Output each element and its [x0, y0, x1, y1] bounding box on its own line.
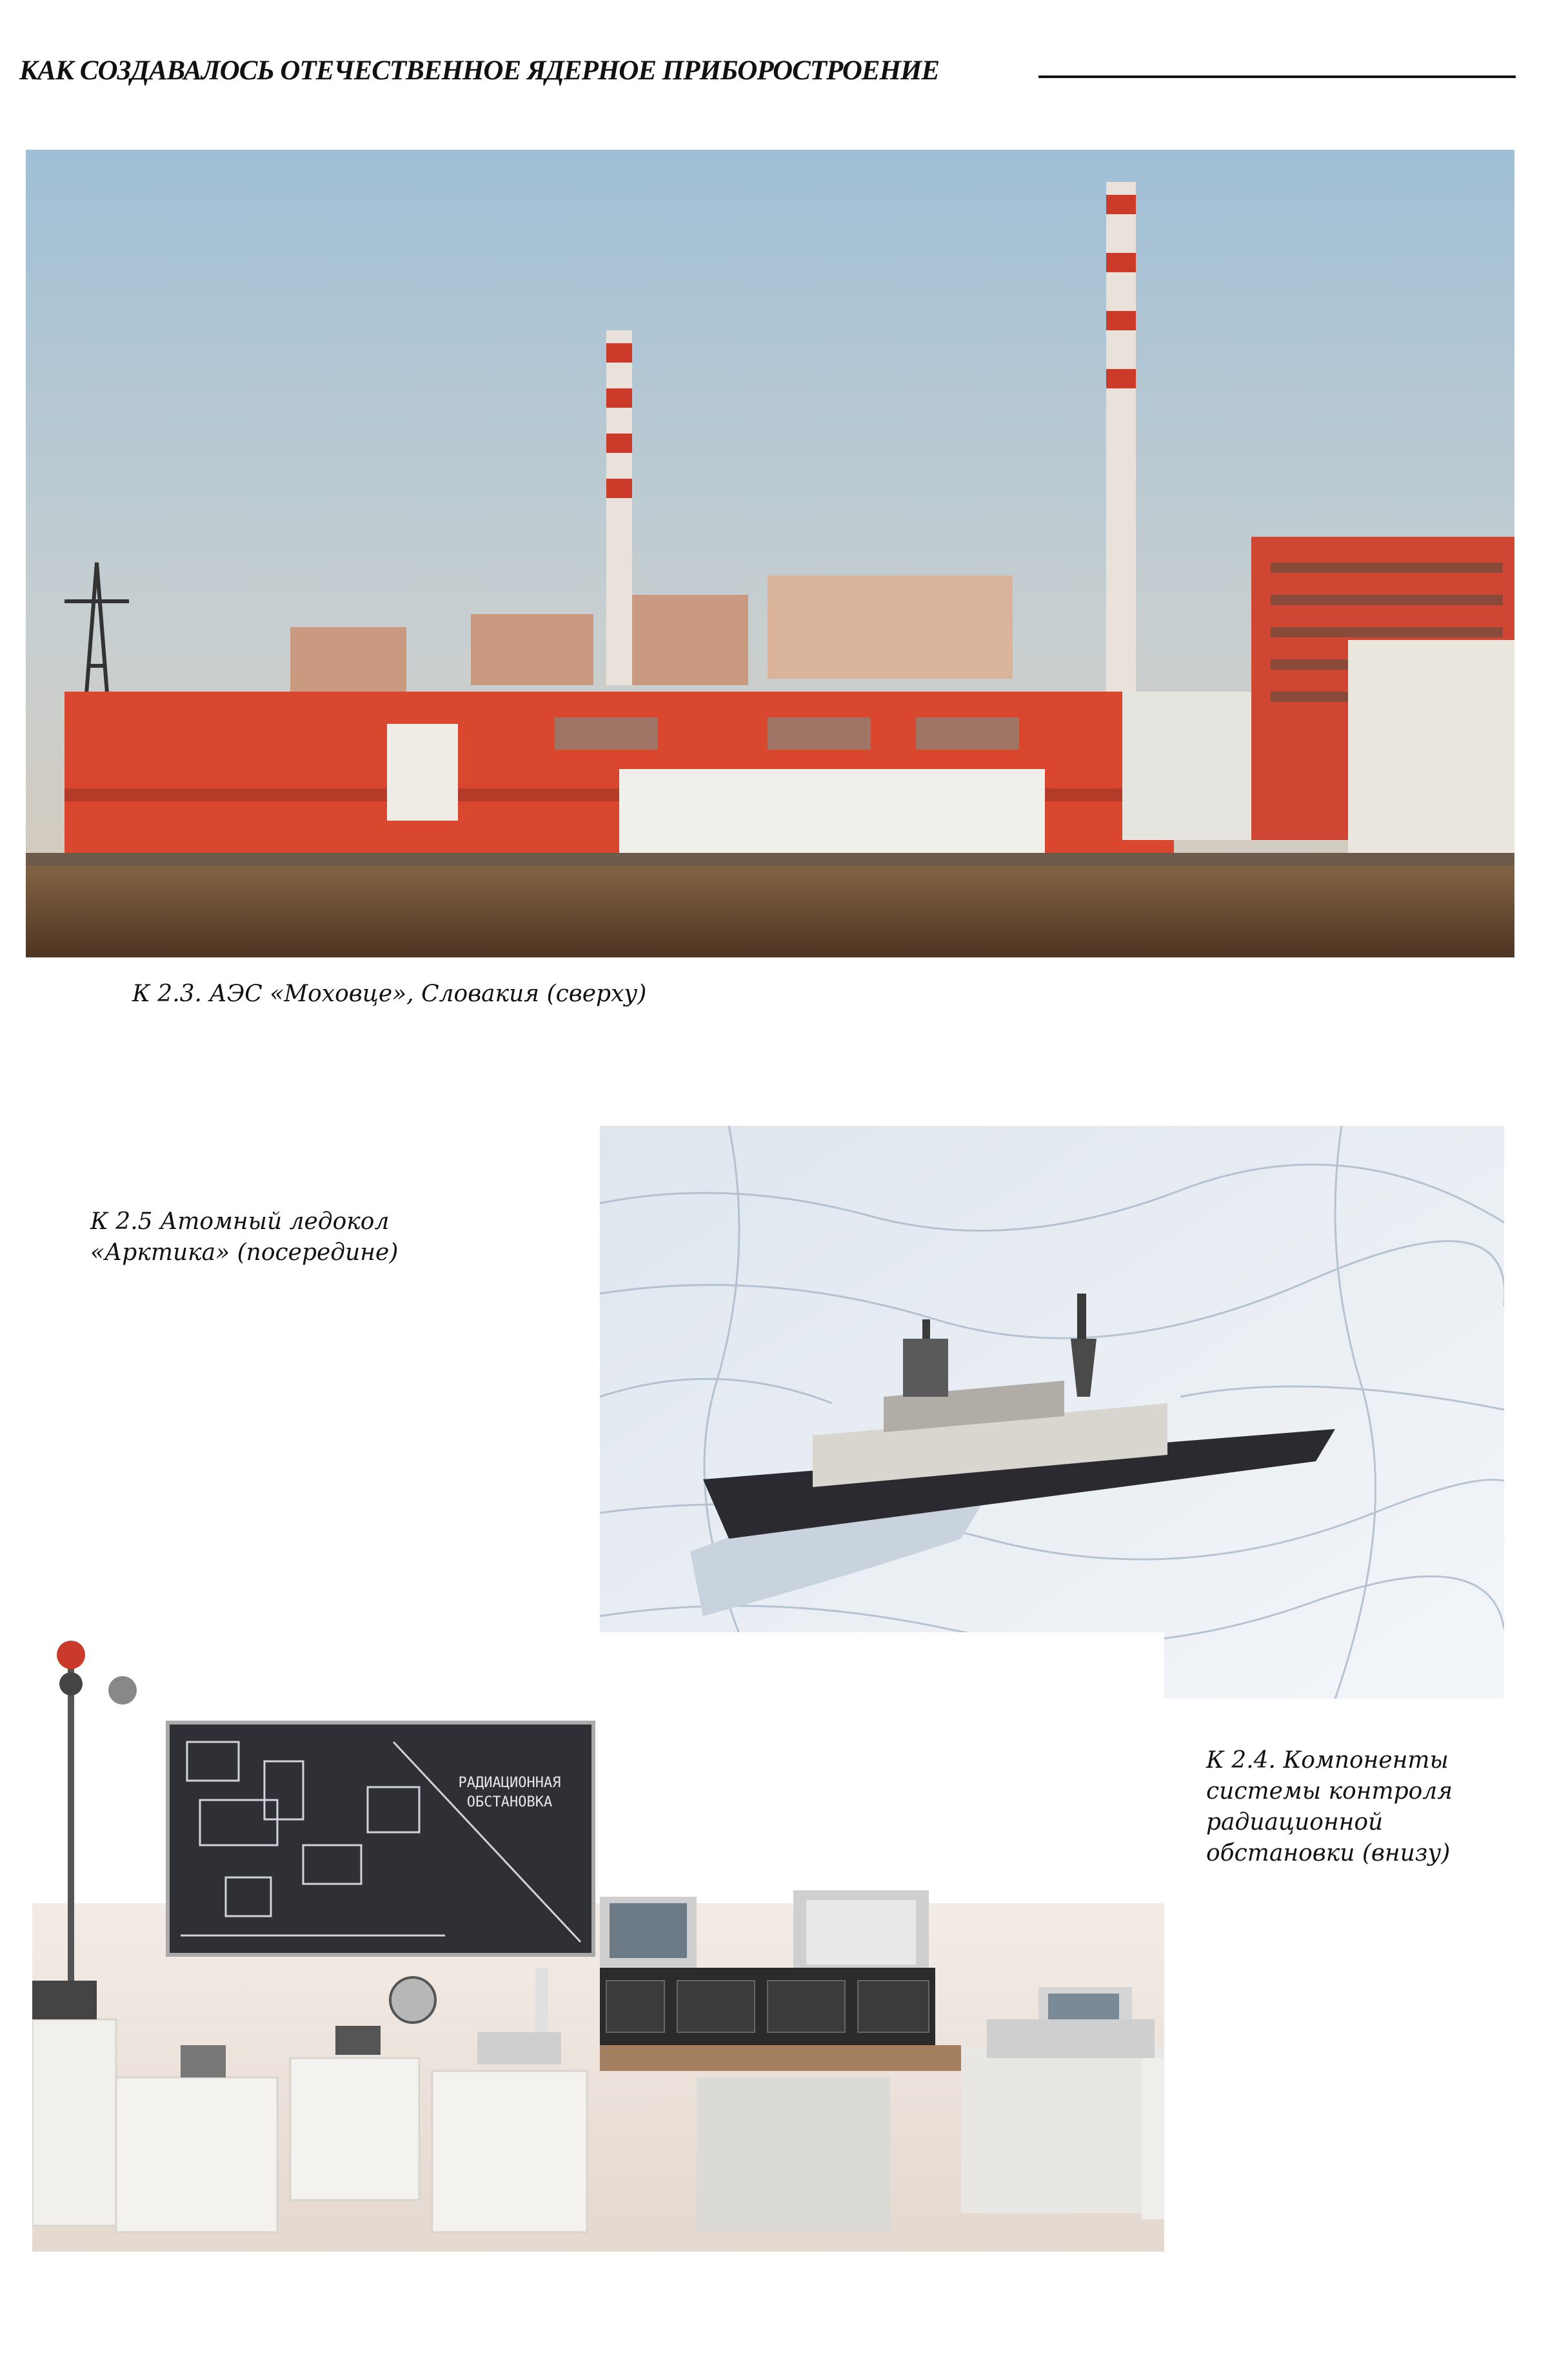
radiation-caption-line-1: К 2.4. Компоненты — [1206, 1747, 1449, 1774]
chimney-right — [1106, 182, 1136, 698]
icebreaker-caption-line-1: К 2.5 Атомный ледокол — [90, 1208, 390, 1235]
radiation-board-title-line-1: РАДИАЦИОННАЯ — [458, 1775, 561, 1791]
radiation-caption-line-2: системы контроля — [1206, 1778, 1453, 1805]
icebreaker-caption — [90, 1206, 398, 1268]
radiation-system-caption — [1206, 1745, 1453, 1869]
radiation-system-photo — [32, 1632, 1164, 2252]
chimney-left — [606, 330, 632, 685]
page-header — [19, 55, 1503, 100]
nuclear-plant-caption-text: К 2.3. АЭС «Моховце», Словакия (сверху) — [132, 981, 647, 1007]
radiation-caption-line-3: радиационной — [1206, 1809, 1384, 1835]
radiation-board-title-line-2: ОБСТАНОВКА — [466, 1794, 553, 1810]
radiation-caption-line-4: обстановки (внизу) — [1206, 1840, 1451, 1866]
nuclear-plant-caption — [132, 979, 646, 1010]
icebreaker-caption-line-2: «Арктика» (посередине) — [90, 1239, 399, 1266]
radiation-board — [168, 1723, 593, 1955]
page-title: КАК СОЗДАВАЛОСЬ ОТЕЧЕСТВЕННОЕ ЯДЕРНОЕ ПРИБОРОСТРОЕНИЕ — [19, 55, 940, 86]
nuclear-plant-photo — [26, 150, 1514, 957]
header-rule — [1038, 75, 1516, 78]
icebreaker-photo — [600, 1126, 1504, 1699]
